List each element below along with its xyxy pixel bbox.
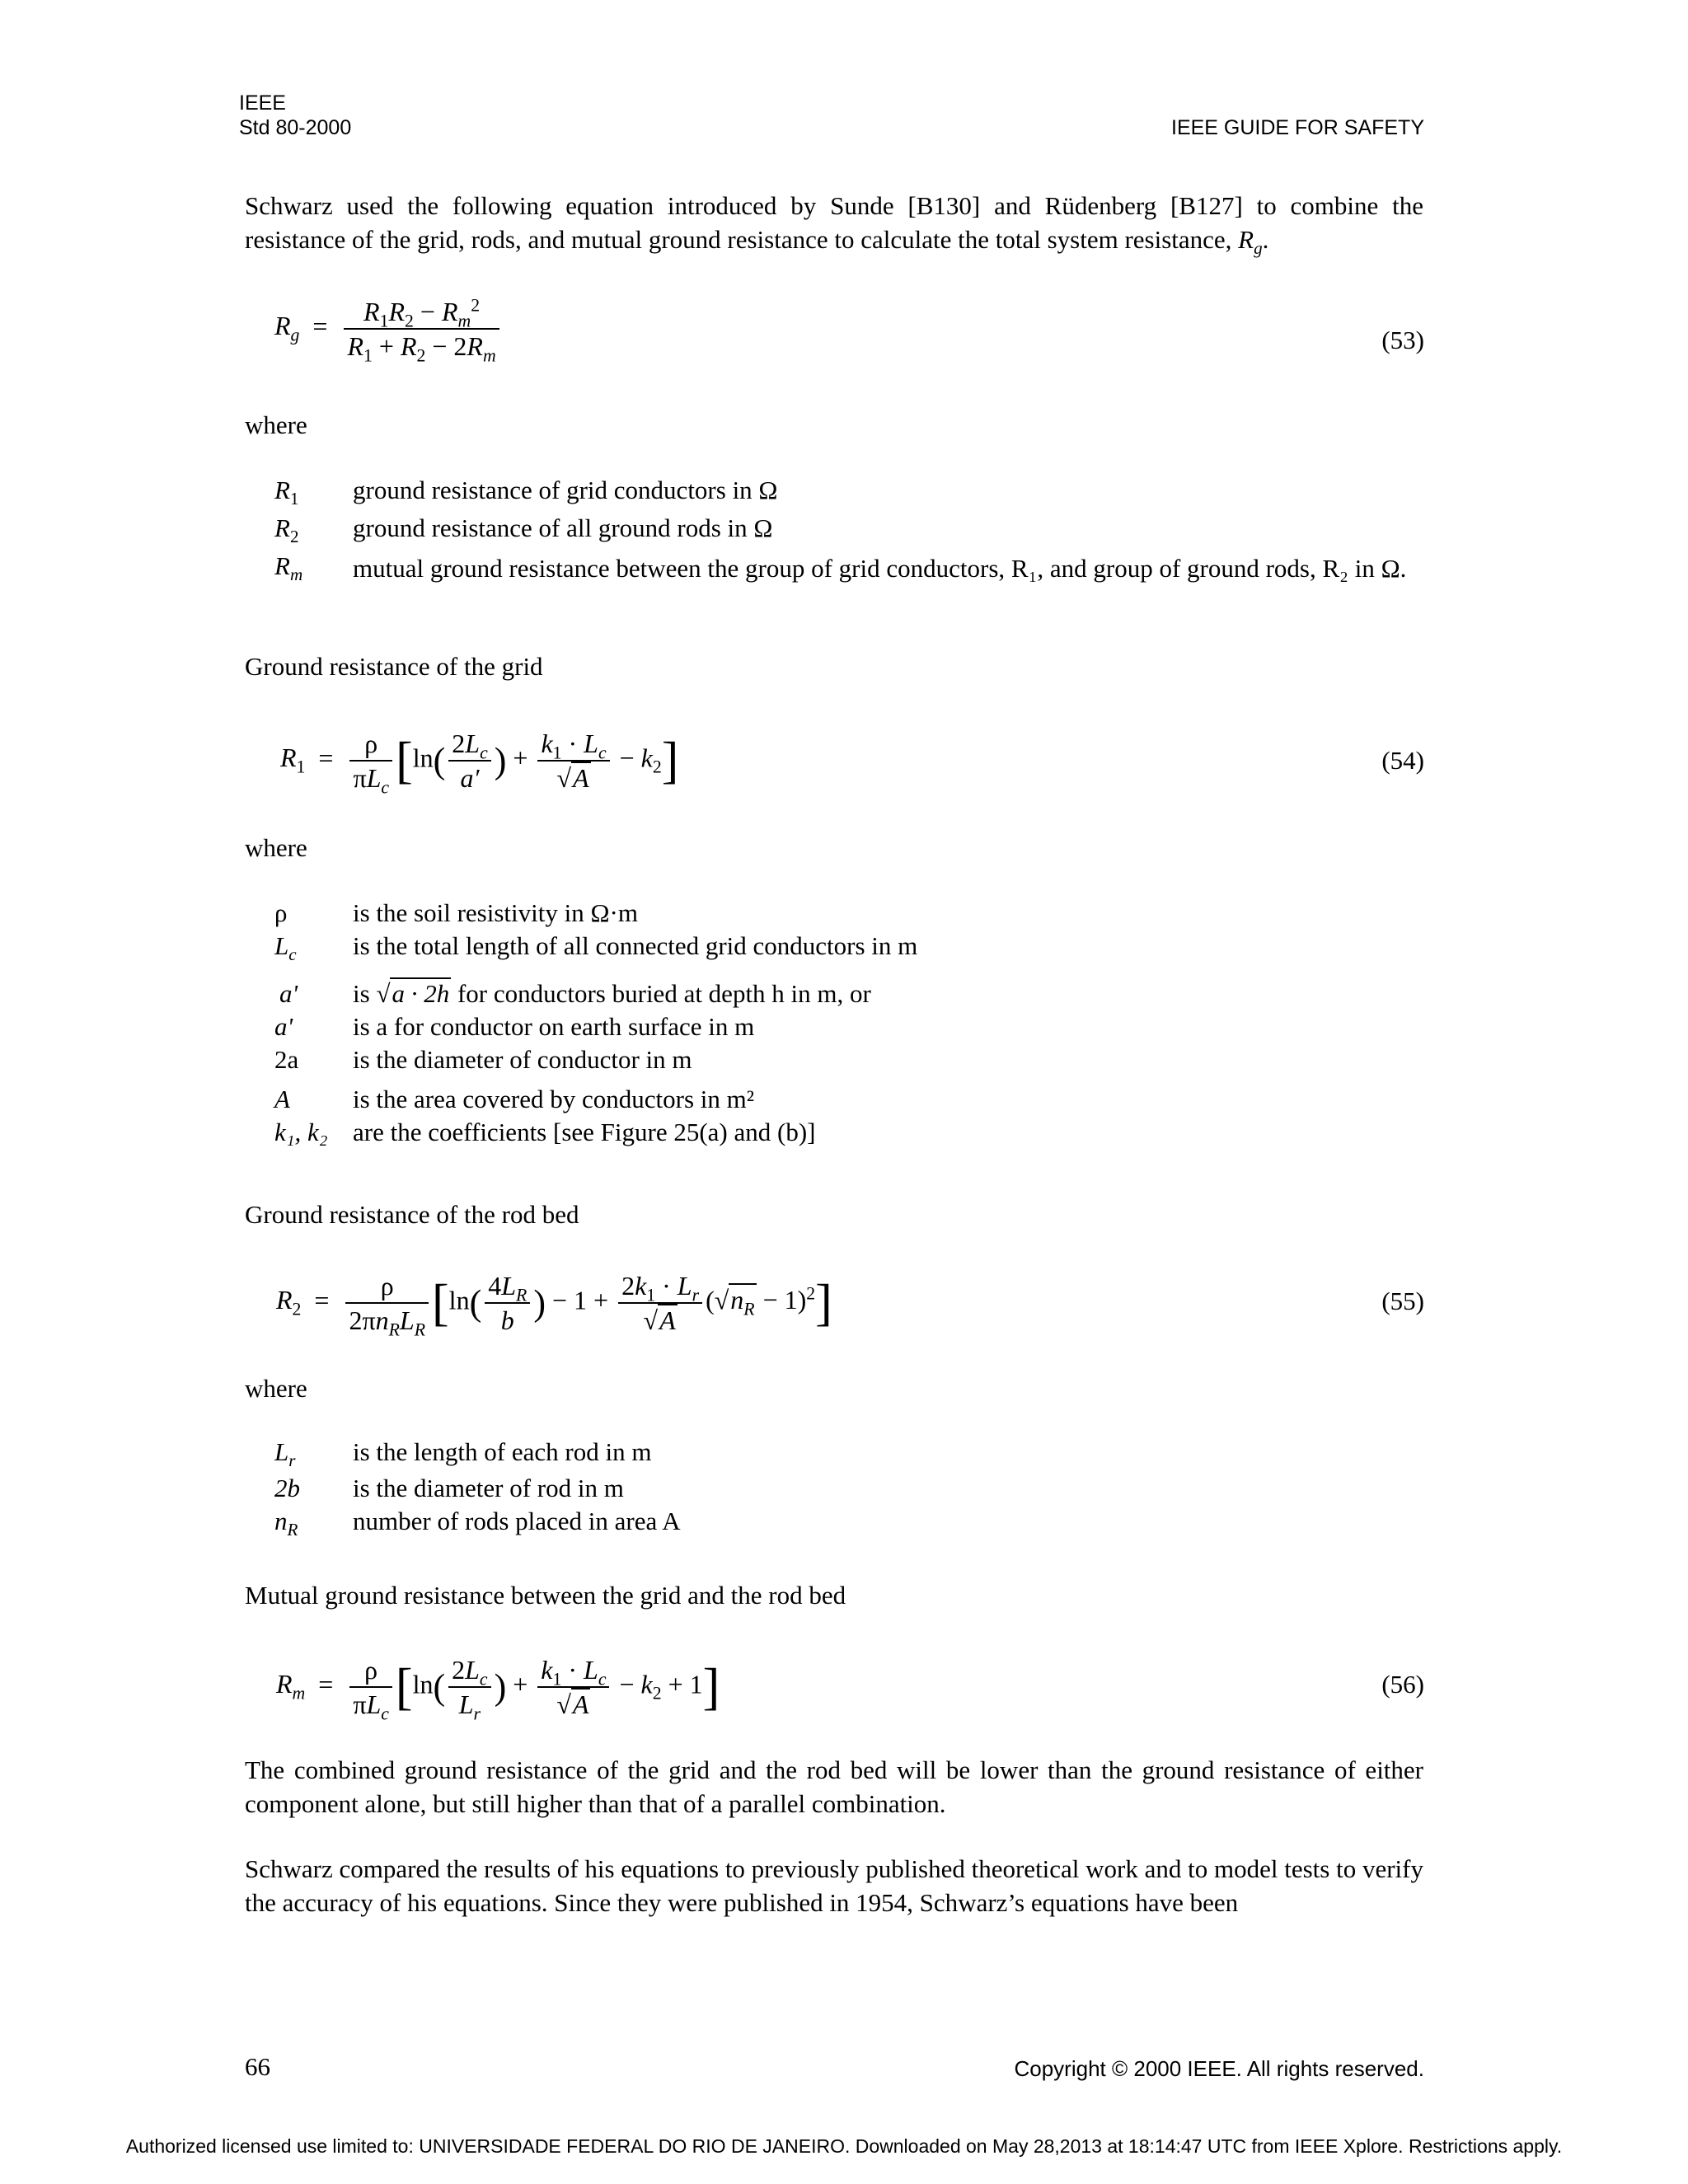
intro-symbol: R	[1238, 225, 1254, 254]
copyright-notice: Copyright © 2000 IEEE. All rights reserved.	[1014, 2056, 1424, 2081]
equation-56: $R_m$ = $\frac{\rho}{\pi L_c}$ [ln( $\frac{2L_c}{L_r}$ ) + $\frac{k_1 \cdot L_c}{√A}$ − $k_2 + 1$]	[276, 1655, 720, 1724]
paragraph-combined: The combined ground resistance of the grid and the rod bed will be lower than the ground resistance of either component alone, but still higher than that of a parallel combination.	[245, 1755, 1423, 1818]
where-label-55: where	[245, 1374, 307, 1403]
heading-mutual: Mutual ground resistance between the grid and the rod bed	[245, 1581, 846, 1610]
where-label-54: where	[245, 833, 307, 862]
definitions-55: $L_r$ is the length of each rod in m 2b is the diameter of rod in m $n_R$ number of rods placed in area A	[274, 1437, 681, 1540]
intro-paragraph	[245, 189, 1423, 259]
heading-rod-bed: Ground resistance of the rod bed	[245, 1200, 579, 1229]
definitions-53: $R_1$ ground resistance of grid conductors in Ω $R_2$ ground resistance of all ground rods in Ω $R_m$ mutual ground resistance between the group of grid conductors, R₁, and group of ground rods, R₂ in Ω.	[274, 476, 1407, 585]
header-standard	[239, 91, 351, 140]
where-label-53: where	[245, 410, 307, 439]
equation-56-number: (56)	[1381, 1670, 1424, 1699]
header-title: IEEE GUIDE FOR SAFETY	[1171, 116, 1424, 139]
heading-grid: Ground resistance of the grid	[245, 652, 543, 681]
paragraph-compared: Schwarz compared the results of his equations to previously published theoretical work and to model tests to verify the accuracy of his equations. Since they were published in 1954, Schwarz’s equations have been	[245, 1854, 1423, 1917]
equation-55-number: (55)	[1381, 1286, 1424, 1315]
definitions-54: ρ is the soil resistivity in Ω·m $L_c$ is the total length of all connected grid conductors in m a' is √a · 2h for conductors buried at depth h in m, or a' is a for conductor on earth surface in m 2a is the diameter of conductor in m A is the area covered by conductors in m² k₁, k₂ are the coefficients [see Figure 25(a) and (b)]	[274, 898, 918, 1146]
intro-symbol-sub: g	[1254, 238, 1263, 259]
equation-53-number: (53)	[1381, 326, 1424, 354]
intro-end: .	[1262, 225, 1269, 254]
equation-54: $R_1$ = $\frac{\rho}{\pi L_c}$ [ln( $\frac{2L_c}{a'}$ ) + $\frac{k_1 \cdot L_c}{√A}$ − $k_2$]	[280, 729, 679, 798]
header-std-number: Std 80-2000	[239, 116, 352, 139]
page-number: 66	[245, 2052, 270, 2081]
header-org: IEEE	[239, 91, 286, 115]
equation-53: $R_g$ = $\frac{R_1R_2 - R_m^2}{R_1 + R_2 - 2R_m}$	[274, 295, 503, 363]
license-notice: Authorized licensed use limited to: UNIVERSIDADE FEDERAL DO RIO DE JANEIRO. Downloaded on May 28,2013 at 18:14:47 UTC from IEEE Xplore. Restrictions apply.	[125, 2135, 1563, 2157]
equation-54-number: (54)	[1381, 746, 1424, 775]
equation-55: $R_2$ = $\frac{\rho}{2\pi n_RL_R}$ [ln( $\frac{4L_R}{b}$ ) − 1 + $\frac{2k_1 \cdot L_r}{√A}$ $(√n_R - 1)^2$]	[276, 1271, 832, 1340]
intro-text: Schwarz used the following equation introduced by Sunde [B130] and Rüdenberg [B127] to combine the resistance of the grid, rods, and mutual ground resistance to calculate the total system resistance,	[245, 191, 1423, 254]
